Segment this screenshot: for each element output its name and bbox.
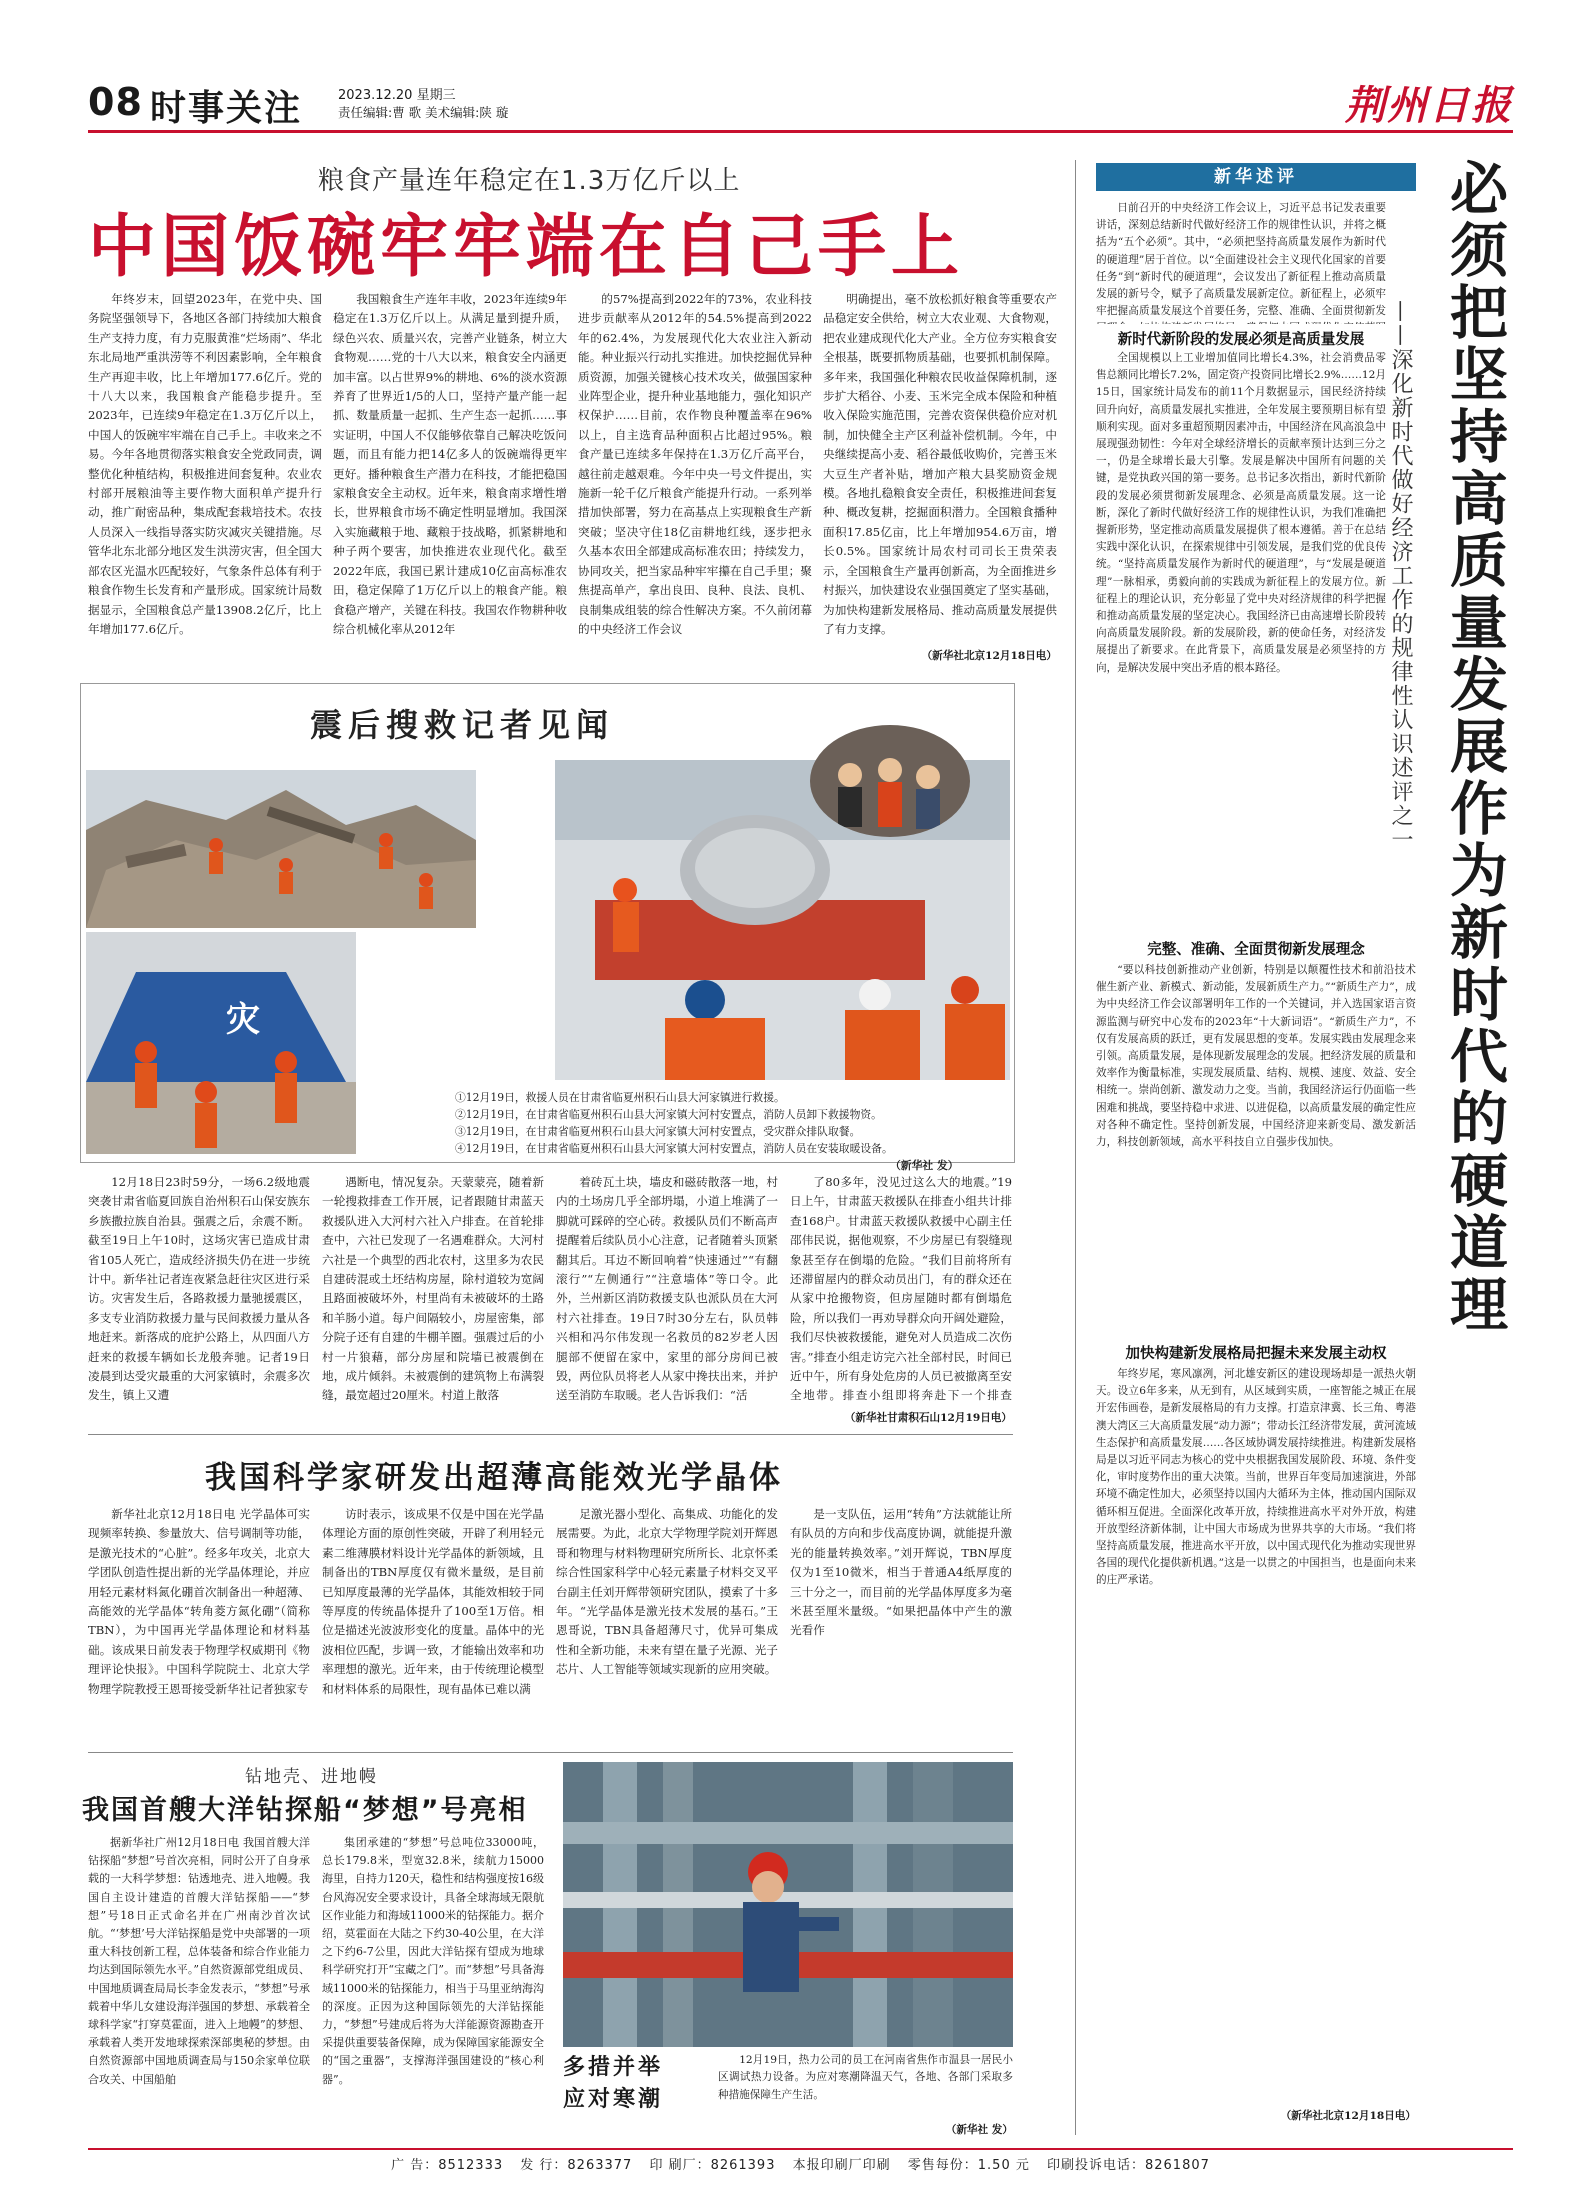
footer-info <box>88 2154 1513 2173</box>
science-column-2: 访时表示，该成果不仅是中国在光学晶体理论方面的原创性突破，开辟了利用轻元素二维薄膜材料设计光学晶体的新领域，且制备出的TBN厚度仅有微米量级，是目前已知厚度最薄的光学晶体，其能效相较于同等厚度的传统晶体提升了100至1万倍。相位是描述光波波形变化的度量。晶体中的光波相位匹配，步调一致，才能输出效率和功率理想的激光。近年来，由于传统理论模型和材料体系的局限性，现有晶体已难以满 <box>322 1507 544 1696</box>
drill-kicker: 钻地壳、进地幔 <box>245 1767 378 1787</box>
drill-column-1: 据新华社广州12月18日电 我国首艘大洋钻探船“梦想”号首次亮相，同时公开了自身承载的一大科学梦想：钻透地壳、进入地幔。我国自主设计建造的首艘大洋钻探船——“梦想”号18日正式命名并在广州南沙首次试航。“‘梦想’号大洋钻探船是党中央部署的一项重大科技创新工程，总体装备和综合作业能力均达到国际领先水平。”自然资源部党组成员、中国地质调查局局长李金发表示，“梦想”号承载着中华儿女建设海洋强国的梦想、承载着全球科学家“打穿莫霍面，进入上地幔”的梦想、承载着人类开发地球探索深部奥秘的梦想。由自然资源部中国地质调查局与150余家单位联合攻关、中国船舶 <box>88 1836 310 2086</box>
quake-caption-2: ②12月19日，在甘肃省临夏州积石山县大河家镇大河村安置点，消防人员卸下救援物资。 <box>455 1108 882 1121</box>
commentary-banner: 新华述评 <box>1096 163 1416 191</box>
quake-caption-credit: （新华社 发） <box>890 1159 959 1172</box>
commentary-intro: 日前召开的中央经济工作会议上，习近平总书记发表重要讲话，深刻总结新时代做好经济工作的规律性认识，并将之概括为“五个必须”。其中，“必须把坚持高质量发展作为新时代的硬道理”居于首位。以“全面建设社会主义现代化国家的首要任务”到“新时代的硬道理”，会议发出了新征程上推动高质量发展的新号令，赋予了高质量发展新定位。新征程上，必须牢牢把握高质量发展这个首要任务，完整、准确、全面贯彻新发 <box>1096 202 1386 318</box>
quake-column-4: 了80多年，没见过这么大的地震。”19日上午，甘肃蓝天救援队在排查小组共计排查168户。甘肃蓝天救援队救援中心副主任邵伟民说，据他观察，不少房屋已有裂缝现象甚至存在倒塌的危险。“我们目前将所有还滞留屋内的群众动员出门，有的群众还在从家中抢搬物资，但房屋随时都有倒塌危险，所以我们一再劝导群众向开阔处避险，我们尽快被救援能，避免对人员造成二次伤害。”排查小组走访完六社全部村民，时间已近中午，所有身处危房的人员已被撤离至安全地带。排查小组即将奔赴下一个排查 <box>790 1175 1012 1403</box>
newspaper-logo: 荆州日报 <box>1345 82 1513 129</box>
commentary-title: 必须把坚持高质量发展作为新时代的硬道理 <box>1440 158 1508 1336</box>
footer-dist-phone: 发 行：8263377 <box>520 2158 633 2173</box>
commentary-subtitle: ——深化新时代做好经济工作的规律性认识述评之一 <box>1388 300 1413 852</box>
issue-date <box>338 84 456 103</box>
section-divider <box>88 1752 1013 1753</box>
date-text: 2023.12.20 <box>338 88 413 103</box>
photo-rubble-rescue <box>86 770 476 928</box>
commentary-section-3: 年终岁尾，寒风凛冽，河北雄安新区的建设现场却是一派热火朝天。设立6年多来，从无到有，从区域到实质，一座智能之城正在展开宏伟画卷，是新发展格局的有力支撑。打造京津冀、长三角、粤港澳大湾区三大高质量发展“动力源”；带动长江经济带发展，黄河流域生态保护和高质量发展……各区域协调发展持续推进。构建新发展格局是以习近平同志为核心的党中央根据我国发展阶段、环境、条件变化，审时度势作出的重大决策。当前，世界百年变局加速演进，外部环境不确定性加大，必须坚持以国内大循环为主体，推动国内国际双循环相互促进。全面深化改革开放，持续推进高水平对外开放，构建开放型经济新体制，让中国大市场成为世界共享的大市场。“我们将坚持高质量发展，推进高水平开放，以中国式现代化为推动实现世界各国的现代化提供新机遇。”这是一以贯之的中国担当，也是面向未来的庄严承诺。 <box>1096 1368 1416 1587</box>
science-column-1: 新华社北京12月18日电 光学晶体可实现频率转换、参量放大、信号调制等功能，是激光技术的“心脏”。经多年攻关，北京大学团队创造性提出新的光学晶体理论，并应用轻元素材料氮化硼首次制备出一种超薄、高能效的光学晶体“转角菱方氮化硼”（简称TBN），为中国再光学晶体理论和材料基础。该成果日前发表于物理学权威期刊《物理评论快报》。中国科学院院士、北京大学物理学院教授王恩哥接受新华社记者独家专 <box>88 1507 310 1696</box>
lead-signature: （新华社北京12月18日电） <box>921 650 1057 662</box>
tent-sign-text: 灾 <box>226 1000 260 1040</box>
lead-column-2: 我国粮食生产连年丰收，2023年连续9年稳定在1.3万亿斤以上。从满足量到提升质，绿色兴农、质量兴农，完善产业链条，树立大食物观……党的十八大以来，粮食安全内涵更加丰富。以占世界9%的耕地、6%的淡水资源养育了世界近1/5的人口，坚持产量产能一起抓、数量质量一起抓、生产生态一起抓……事实证明，中国人不仅能够依靠自己解决吃饭问题，而且有能力把14亿多人的饭碗端得更牢更好。播种粮食生产潜力在科技，才能把稳国家粮食安全主动权。近年来，粮食南求增性增长，世界粮食市场不确定性明显增加。我国深入实施藏粮于地、藏粮于技战略，抓紧耕地和种子两个要害，加快推进农业现代化。截至2022年底，我国已累计建成10亿亩高标准农田，稳定保障了1万亿斤以上的粮食产能。粮食稳产增产，关键在科技。我国农作物耕种收综合机械化率从2012年 <box>333 292 567 636</box>
lead-subtitle: 粮食产量连年稳定在1.3万亿斤以上 <box>318 166 741 196</box>
heating-title-line2: 应对寒潮 <box>563 2087 664 2112</box>
footer-price: 零售每份：1.50 元 <box>907 2158 1030 2173</box>
commentary-heading-1: 新时代新阶段的发展必须是高质量发展 <box>1117 332 1365 348</box>
commentary-signature: （新华社北京12月18日电） <box>1280 2110 1416 2122</box>
editor-line: 责任编辑:曹 歌 美术编辑:陕 璇 <box>338 105 509 120</box>
heating-caption: 12月19日，热力公司的员工在河南省焦作市温县一居民小区调试热力设备。为应对寒潮降温天气，各地、各部门采取多种措施保障生产生活。 <box>718 2054 1013 2101</box>
footer-print-plant: 本报印刷厂印刷 <box>792 2158 891 2173</box>
science-headline: 我国科学家研发出超薄高能效光学晶体 <box>205 1460 783 1496</box>
lead-headline: 中国饭碗牢牢端在自己手上 <box>88 208 965 287</box>
photo-queue-inset <box>810 725 970 837</box>
quake-signature: （新华社甘肃积石山12月19日电） <box>844 1412 1012 1424</box>
header-divider <box>88 130 1513 133</box>
lead-column-3: 的57%提高到2022年的73%，农业科技进步贡献率从2012年的54.5%提高到2022年的62.4%，为发展现代化大农业注入新动能。种业振兴行动扎实推进。加快挖掘优异种质资源，加强关键核心技术攻关，做强国家种业阵型企业，提升种业基地能力，强化知识产权保护……目前，农作物良种覆盖率在96%以上，自主选育品种面积占比超过95%。粮食产量已连续多年保持在1.3万亿斤高平台，越往前走越艰难。今年中央一号文件提出，实施新一轮千亿斤粮食产能提升行动。一系列举措加快部署，努力在高基点上实现粮食生产新突破；坚决守住18亿亩耕地红线，逐步把永久基本农田全部建成高标准农田；持续发力，协同攻关，把当家品种牢牢攥在自己手里；聚焦提高单产，拿出良田、良种、良法、良机、良制集成组装的综合性解决方案。不久前闭幕的中央经济工作会议 <box>578 292 812 636</box>
heating-credit: （新华社 发） <box>945 2124 1013 2136</box>
commentary-heading-3: 加快构建新发展格局把握未来发展主动权 <box>1125 1346 1387 1362</box>
quake-caption-4: ④12月19日，在甘肃省临夏州积石山县大河家镇大河村安置点，消防人员在安装取暖设备。 <box>455 1142 893 1155</box>
quake-caption-3: ③12月19日，在甘肃省临夏州积石山县大河家镇大河村安置点，受灾群众排队取餐。 <box>455 1125 861 1138</box>
science-column-4: 是一支队伍，运用“转角”方法就能让所有队员的方向和步伐高度协调，就能提升激光的能量转换效率。”刘开辉说，TBN厚度仅为1至10微米，相当于普通A4纸厚度的三十分之一，而目前的光学晶体厚度多为毫米甚至厘米量级。“如果把晶体中产生的激光看作 <box>790 1507 1012 1638</box>
drill-column-2: 集团承建的“梦想”号总吨位33000吨，总长179.8米，型宽32.8米，续航力15000海里，自持力120天，稳性和结构强度按16级台风海况安全要求设计，具备全球海域无限航区作业能力和海域11000米的钻探能力。据介绍，莫霍面在大陆之下约30-40公里，在大洋之下约6-7公里，因此大洋钻探有望成为地球科学研究打开“宝藏之门”。而“梦想”号具备海域11000米的钻探能力，相当于马里亚纳海沟的深度。正因为这种国际领先的大洋钻探能力，“梦想”号建成后将为大洋能源资源勘查开采提供重要装备保障，成为保障国家能源安全的“国之重器”，支撑海洋强国建设的“核心利器”。 <box>322 1836 544 2086</box>
quake-column-3: 着砖瓦土块，墙皮和磁砖散落一地，村内的土场房几乎全部坍塌，小道上堆满了一脚就可踩碎的空心砖。救援队员们不断高声提醒着后续队员小心注意，记者随着头顶紧翻其后。耳边不断回响着“快速通过”“有翻滚行”“左侧通行”“注意墙体”等口令。此外，兰州新区消防救援支队也派队员在大河村六社排查。19日7时30分左右，队员韩兴相和冯尔伟发现一名救员的82岁老人因腿部不便留在家中，家里的部分房间已被毁，两位队员将老人从家中搀扶出来，并护送至消防车取暖。老人告诉我们：“活 <box>556 1175 778 1403</box>
commentary-heading-2: 完整、准确、全面贯彻新发展理念 <box>1147 942 1365 958</box>
lead-column-4: 明确提出，毫不放松抓好粮食等重要农产品稳定安全供给，树立大农业观、大食物观，把农业建成现代化大产业。全方位夯实粮食安全根基，既要抓物质基础，也要抓机制保障。多年来，我国强化种粮农民收益保障机制，逐步扩大稻谷、小麦、玉米完全成本保险和种植收入保险实施范围，完善农资保供稳价应对机制，加快健全主产区利益补偿机制。今年，中央继续提高小麦、稻谷最低收购价，完善玉米大豆生产者补贴，增加产粮大县奖励资金规模。各地扎稳粮食安全责任，积极推进间套复种、概改复耕，挖掘面积潜力。全国粮食播种面积17.85亿亩，比上年增加954.6万亩，增长0.5%。国家统计局农村司司长王贵荣表示，全国粮食生产量再创新高，为全面推进乡村振兴，加快建设农业强国奠定了坚实基础，为加快构建新发展格局、推动高质量发展提供了有力支撑。 <box>823 292 1057 636</box>
drill-headline: 我国首艘大洋钻探船“梦想”号亮相 <box>82 1795 528 1826</box>
footer-divider <box>88 2148 1513 2150</box>
quake-caption-1: ①12月19日，救援人员在甘肃省临夏州积石山县大河家镇进行救援。 <box>455 1091 785 1104</box>
page-number: 08 <box>88 80 143 124</box>
weekday-text: 星期三 <box>416 88 456 103</box>
commentary-section-1: 全国规模以上工业增加值同比增长4.3%，社会消费品零售总额同比增长7.2%，固定资产投资同比增长2.9%……12月15日，国家统计局发布的前11个月数据显示，国民经济持续回升向好，高质量发展扎实推进，全年发展主要预期目标有望顺利实现。面对多重超预期因素冲击，中国经济在风高浪急中展现强劲韧性：今年对全球经济增长的贡献率预计达到三分之一，仍是全球增长最大引擎。发展是解决中国所有问题的关键，是党执政兴国的第一要务。总书记多次指出，新时代新阶段的发展必须贯彻新发展理念、必须是高质量发展。这一论断，深化了新时代做好经济工作的规律性认识，为我们准确把握新形势，坚定推动高质量发展提供了根本遵循。善于在总结实践中深化认识，在探索规律中引领发展，是我们党的优良传统。“坚持高质量发展作为新时代的硬道理”，与“发展是硬道理”一脉相承，勇毅向前的实践成为新征程上的发展方位。新征程上的理论认识，充分彰显了党中央对经济规律的科学把握和推动高质量发展的坚定决心。我国经济已由高速增长阶段转向高质量发展阶段。新的发展阶段，新的使命任务，对经济发展提出了新要求。在此背景下，高质量发展是必须坚持的方向，是解决发展中突出矛盾的根本路径。 <box>1096 352 1386 674</box>
photo-tent-heating <box>86 932 356 1154</box>
science-column-3: 足激光器小型化、高集成、功能化的发展需要。为此，北京大学物理学院刘开辉恩哥和物理与材料物理研究所所长、北京怀柔综合性国家科学中心轻元素量子材料交叉平台副主任刘开辉带领研究团队，摸索了十多年。“光学晶体是激光技术发展的基石。”王恩哥说，TBN具备超薄尺寸，优异可集成性和全新功能，未来有望在量子光源、光子芯片、人工智能等领域实现新的应用突破。 <box>556 1507 778 1677</box>
section-divider <box>88 1434 1013 1435</box>
heating-title-line1: 多措并举 <box>563 2055 664 2080</box>
section-title: 时事关注 <box>150 88 303 129</box>
footer-print-phone: 印 刷厂：8261393 <box>649 2158 776 2173</box>
quake-title: 震后搜救记者见闻 <box>310 706 615 744</box>
lead-column-1: 年终岁末，回望2023年，在党中央、国务院坚强领导下，各地区各部门持续加大粮食生产支持力度，有力克服黄淮“烂场雨”、华北东北局地严重洪涝等不利因素影响，全年粮食生产再迎丰收，比上年增加177.6亿斤。党的十八大以来，我国粮食产能稳步提升。至2023年，已连续9年稳定在1.3万亿斤以上，中国人的饭碗牢牢端在自己手上。丰收来之不易。今年各地贯彻落实粮食安全党政同责，调整优化种植结构，积极推进间套复种。农业农村部开展粮油等主要作物大面积单产提升行动，推广耐密品种，集成配套栽培技术。农技人员深入一线指导落实防灾减灾关键措施。尽管华北东北部分地区发生洪涝灾害，但全国大部农区光温水匹配较好，气象条件总体有利于粮食作物生长发育和产量形成。国家统计局数据显示，全国粮食总产量13908.2亿斤，比上年增加177.6亿斤。 <box>88 292 322 636</box>
quake-column-1: 12月18日23时59分，一场6.2级地震突袭甘肃省临夏回族自治州积石山保安族东乡族撒拉族自治县。强震之后，余震不断。截至19日上午10时，这场灾害已造成甘肃省105人死亡，造成经济损失仍在进一步统计中。新华社记者连夜紧急赶往灾区进行采访。灾害发生后，各路救援力量驰援震区，多支专业消防救援力量与民间救援力量从各地赶来。新落成的庇护公路上，从四面八方赶来的救援车辆如长龙般奔驰。记者19日凌晨到达受灾最重的大河家镇时，余震多次发生，镇上又遭 <box>88 1175 310 1403</box>
footer-ad-phone: 广 告：8512333 <box>391 2158 504 2173</box>
column-divider <box>1075 160 1076 2135</box>
commentary-section-2: “要以科技创新推动产业创新，特别是以颠覆性技术和前沿技术催生新产业、新模式、新动能，发展新质生产力。”“新质生产力”，成为中央经济工作会议部署明年工作的一个关键词，并入选国家语言资源监测与研究中心发布的2023年“十大新词语”。“新质生产力”，不仅有发展高质的跃迁，更有发展思想的变革。发展实践由发展理念来引领。高质量发展，是体现新发展理念的发展。把经济发展的质量和效率作为衡量标准，实现发展质量、结构、规模、速度、效益、安全相统一。崇尚创新、激发动力之变。当前，我国经济运行仍面临一些困难和挑战，要坚持稳中求进、以进促稳，以高质量发展的确定性应对各种不确定性。坚持创新发展，中国经济迎来新变局、激发新活力，科技创新领域，高水平科技自立自强步伐加快。 <box>1096 964 1416 1149</box>
quake-column-2: 遇断电，情况复杂。天蒙蒙亮，随着新一轮搜救排查工作开展，记者跟随甘肃蓝天救援队进入大河村六社入户排查。在首轮排查中，六社已发现了一名遇难群众。大河村六社是一个典型的西北农村，这里多为农民自建砖混或土坯结构房屋，除村道较为宽阔且路面被破坏外，村里尚有未被破坏的土路和羊肠小道。每户间隔较小，房屋密集，部分院子还有自建的牛棚羊圈。强震过后的小村一片狼藉，部分房屋和院墙已被震倒在地，成片倾斜。未被震倒的建筑物上布满裂缝，最宽超过20厘米。村道上散落 <box>322 1175 544 1403</box>
footer-complaint-phone: 印刷投诉电话：8261807 <box>1046 2158 1210 2173</box>
photo-heating-worker <box>563 1762 1013 2047</box>
